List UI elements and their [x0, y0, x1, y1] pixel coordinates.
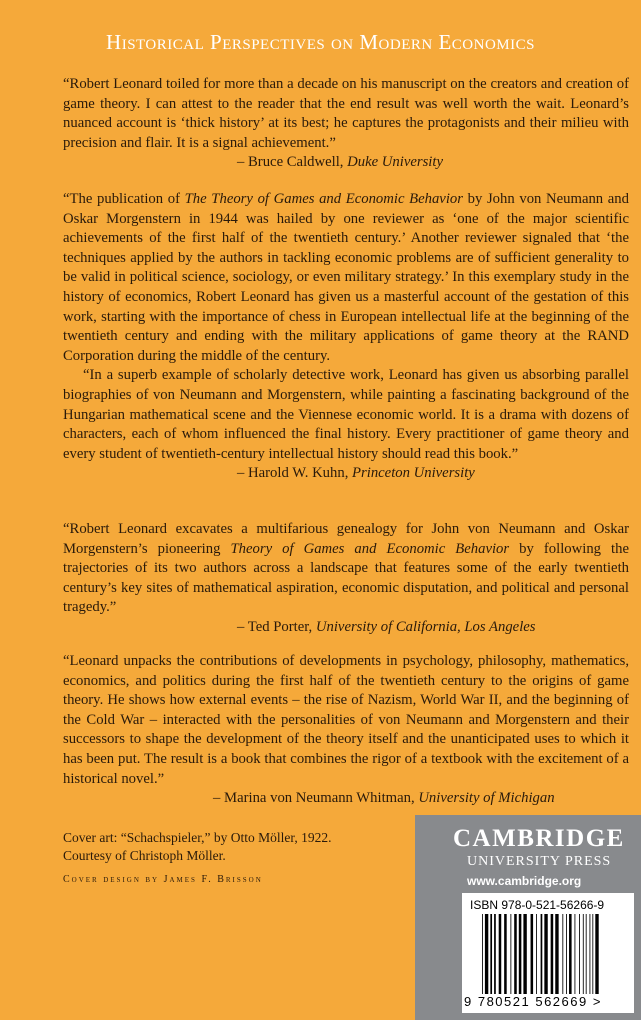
- barcode-bar: [590, 914, 591, 994]
- barcode-bar: [586, 914, 587, 994]
- barcode-bar: [579, 914, 580, 994]
- barcode-bar: [531, 914, 534, 994]
- barcode-bar: [551, 914, 554, 994]
- barcode-bar: [569, 914, 572, 994]
- barcode-bar: [514, 914, 517, 994]
- text-run: “Robert Leonard excavates a multifarious genealogy for John von Neumann and Oskar Morgenstern’s pioneering: [63, 521, 629, 557]
- barcode-bar: [504, 914, 507, 994]
- book-title: Theory of Games and Economic Behavior: [230, 540, 510, 557]
- barcode-bar: [490, 914, 492, 994]
- barcode-bar: [592, 914, 593, 994]
- endorsement-attribution: [213, 789, 629, 809]
- barcode-bar: [499, 914, 502, 994]
- barcode-icon: [480, 914, 628, 994]
- barcode-bar: [583, 914, 584, 994]
- text-run: by John von Neumann and Oskar Morgenstern in 1944 was hailed by one reviewer as ‘one of the major scientific achievements of the first half of the twentieth century.’ Another reviewer signaled that ‘the techniques applied by the authors in tackling economic problems are of sufficient generality to be valid in political science, sociology, or even military strategy.’ In this exemplary study in the history of economics, Robert Leonard has given us a masterful account of the gestation of this work, starting with the importance of chess in European intellectual life at the beginning of the twentieth century and ending with the military applications of game theory at the RAND Corporation during the middle of the century.: [63, 191, 629, 364]
- endorsement-porter: [63, 520, 629, 638]
- barcode-bar: [562, 914, 563, 994]
- endorsement-text: “Leonard unpacks the contributions of developments in psychology, philosophy, mathematics, economics, and politics during the first half of the twentieth century to the origins of game theory. He shows how external events – the rise of Nazism, World War II, and the beginning of the Cold War – interacted with the personalities of von Neumann and Morgenstern and their successors to shape the development of the theory itself and the unanticipated uses to which it has been put. The result is a book that combines the rigor of a textbook with the excitement of a historical novel.”: [63, 653, 629, 787]
- cover-art-line: Cover art: “Schachspieler,” by Otto Möller, 1922.: [63, 830, 332, 845]
- cover-design-credit: Cover design by James F. Brisson: [63, 874, 263, 885]
- attribution-author: – Bruce Caldwell,: [237, 154, 348, 171]
- barcode-bar: [519, 914, 522, 994]
- book-title: The Theory of Games and Economic Behavior: [184, 191, 463, 207]
- endorsement-whitman: [63, 652, 629, 809]
- publisher-url: www.cambridge.org: [467, 874, 582, 888]
- barcode-number: 9 780521 562669 >: [464, 994, 602, 1009]
- endorsement-text-2: “In a superb example of scholarly detective work, Leonard has given us absorbing parallel biographies of von Neumann and Morgenstern, while painting a fascinating background of the Hungarian mathematical scene and the Viennese economic world. It is a drama with dozens of characters, each of whom influenced the final history. Every practitioner of game theory and every student of twentieth-century intellectual history should read this book.”: [63, 367, 629, 462]
- barcode-bar: [510, 914, 511, 994]
- barcode-bar: [482, 914, 483, 994]
- courtesy-line: Courtesy of Christoph Möller.: [63, 848, 226, 863]
- publisher-name: CAMBRIDGE: [453, 825, 625, 852]
- attribution-affiliation: Princeton University: [352, 465, 475, 482]
- attribution-affiliation: University of California, Los Angeles: [315, 618, 536, 635]
- attribution-author: – Harold W. Kuhn,: [237, 465, 353, 482]
- endorsement-attribution: [237, 153, 629, 173]
- series-title: Historical Perspectives on Modern Economics: [106, 30, 535, 54]
- isbn-label: ISBN 978-0-521-56266-9: [470, 898, 605, 912]
- barcode-bar: [485, 914, 488, 994]
- endorsement-text: [63, 520, 629, 618]
- cover-art-credit: [63, 829, 331, 865]
- text-run: by following the trajectories of its two authors across a landscape that features some of the early twentieth century’s key sites of mathematical aspiration, economic disputation, and political and personal tragedy.”: [63, 540, 629, 616]
- attribution-author: – Marina von Neumann Whitman,: [213, 790, 419, 807]
- barcode-bar: [595, 914, 598, 994]
- barcode-bar: [566, 914, 567, 994]
- barcode-bar: [541, 914, 543, 994]
- barcode-bar: [523, 914, 526, 994]
- barcode-bar: [544, 914, 547, 994]
- endorsement-attribution: [237, 464, 629, 484]
- barcode-bar: [555, 914, 558, 994]
- barcode-bar: [494, 914, 496, 994]
- endorsement-text: [63, 190, 629, 366]
- endorsement-attribution: [237, 618, 629, 638]
- endorsement-kuhn: [63, 190, 629, 484]
- barcode-bar: [536, 914, 537, 994]
- barcode-panel: [462, 893, 634, 1013]
- publisher-subtitle: UNIVERSITY PRESS: [467, 854, 612, 869]
- text-run: “The publication of: [63, 191, 185, 207]
- endorsement-text: “Robert Leonard toiled for more than a decade on his manuscript on the creators and creation of game theory. I can attest to the reader that the end result was well worth the wait. Leonard’s nuanced account is ‘thick history’ at its best; he captures the protagonists and their milieu with precision and flair. It is a signal achievement.”: [63, 76, 629, 151]
- attribution-affiliation: Duke University: [347, 154, 443, 171]
- barcode-bar: [575, 914, 576, 994]
- attribution-affiliation: University of Michigan: [418, 790, 555, 807]
- attribution-author: – Ted Porter,: [237, 618, 316, 635]
- publisher-block: [415, 815, 641, 1020]
- endorsement-caldwell: [63, 75, 629, 173]
